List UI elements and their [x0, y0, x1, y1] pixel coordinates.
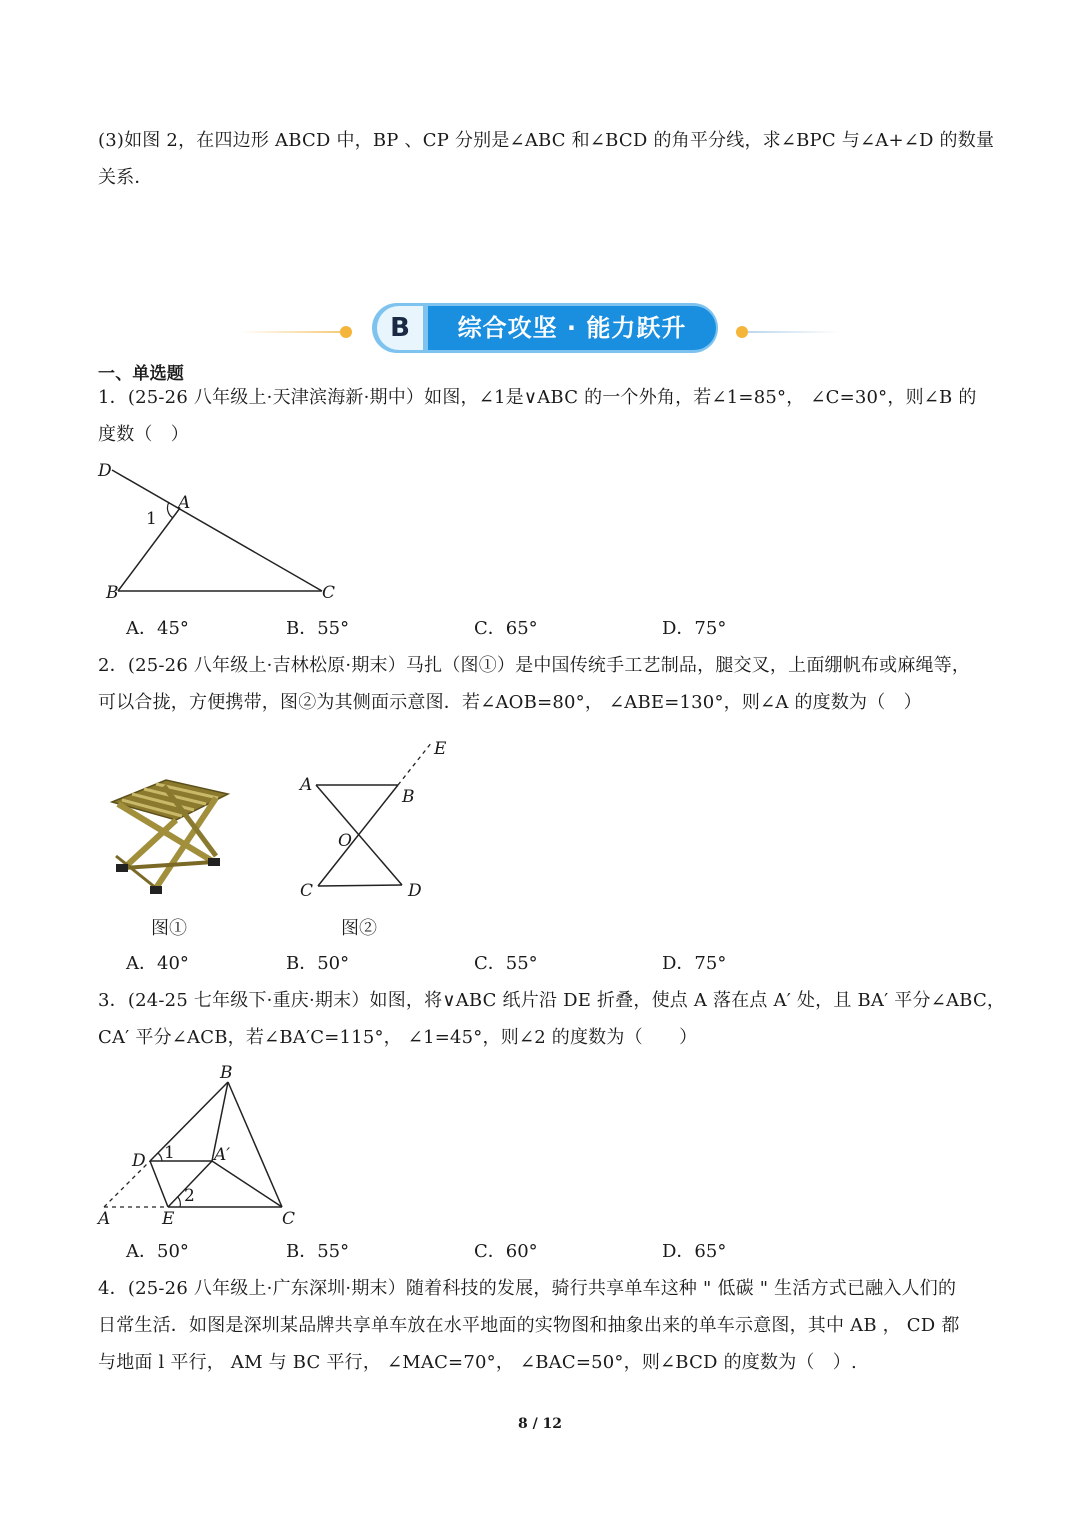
q2-label-B: B: [402, 787, 415, 807]
banner-right-dot: [736, 326, 748, 338]
folding-stool-image: [104, 764, 234, 900]
q1-option-a: A．45°: [126, 618, 189, 639]
q3-option-d: D．65°: [662, 1241, 727, 1262]
q1-option-c: C．65°: [474, 618, 538, 639]
q3-label-E: E: [162, 1209, 175, 1229]
q2-line1: 2．(25-26 八年级上·吉林松原·期末）马扎（图①）是中国传统手工艺制品，腿交叉，上面绷帆布或麻绳等，: [98, 655, 971, 676]
q2-label-A: A: [300, 775, 313, 795]
q1-option-b: B．55°: [286, 618, 350, 639]
q2-option-d: D．75°: [662, 953, 727, 974]
q1-line2: 度数（ ）: [98, 424, 189, 445]
q2-line2: 可以合拢，方便携带，图②为其侧面示意图．若∠AOB=80°， ∠ABE=130°，则∠A 的度数为（ ）: [98, 692, 922, 713]
q1-label-B: B: [106, 583, 119, 603]
q2-label-C: C: [300, 881, 314, 901]
q4-line1: 4．(25-26 八年级上·广东深圳·期末）随着科技的发展，骑行共享单车这种 " 低碳 " 生活方式已融入人们的: [98, 1278, 957, 1299]
q1-label-1: 1: [146, 509, 157, 529]
q2-label-D: D: [408, 881, 422, 901]
q2-label-E: E: [434, 739, 447, 759]
q2-option-a: A．40°: [126, 953, 189, 974]
q3-label-A: A: [98, 1209, 111, 1229]
q1-figure: [96, 456, 356, 606]
q2-option-c: C．55°: [474, 953, 538, 974]
q1-label-C: C: [322, 583, 336, 603]
q3-line1: 3．(24-25 七年级下·重庆·期末）如图，将∨ABC 纸片沿 DE 折叠，使点 A 落在点 A′ 处，且 BA′ 平分∠ABC，: [98, 990, 1006, 1011]
q1-option-d: D．75°: [662, 618, 727, 639]
q1-label-D: D: [98, 461, 112, 481]
q3-option-a: A．50°: [126, 1241, 189, 1262]
q4-line2: 日常生活．如图是深圳某品牌共享单车放在水平地面的实物图和抽象出来的单车示意图，其中 AB ， CD 都: [98, 1315, 960, 1336]
q3-label-Aprime: A′: [214, 1145, 231, 1165]
banner-title: 综合攻坚 · 能力跃升: [457, 314, 687, 342]
q2-label-O: O: [338, 831, 352, 851]
q3-label-2: 2: [184, 1186, 195, 1206]
q3-option-b: B．55°: [286, 1241, 350, 1262]
q2-figure: [294, 734, 464, 906]
q2-caption-fig1: 图①: [151, 918, 187, 939]
q3-label-1: 1: [164, 1143, 175, 1163]
page-number: 8 / 12: [517, 1416, 563, 1432]
q3-line2: CA′ 平分∠ACB，若∠BA′C=115°， ∠1=45°，则∠2 的度数为（ ）: [98, 1027, 698, 1048]
q3-figure: [94, 1060, 314, 1236]
q2-caption-fig2: 图②: [341, 918, 377, 939]
q2-option-b: B．50°: [286, 953, 350, 974]
q3-label-B: B: [220, 1063, 233, 1083]
q4-line3: 与地面 l 平行， AM 与 BC 平行， ∠MAC=70°， ∠BAC=50°，则∠BCD 的度数为（ ）.: [98, 1352, 857, 1373]
q-prev-line2: 关系．: [98, 167, 153, 188]
q3-label-D: D: [132, 1151, 146, 1171]
banner-right-rule: [748, 331, 840, 333]
q3-option-c: C．60°: [474, 1241, 538, 1262]
q1-line1: 1．(25-26 八年级上·天津滨海新·期中）如图，∠1是∨ABC 的一个外角，若∠1=85°， ∠C=30°，则∠B 的: [98, 387, 977, 408]
section-banner: [240, 296, 840, 362]
section-title: 一、单选题: [98, 364, 184, 384]
q-prev-line1: (3)如图 2，在四边形 ABCD 中，BP 、CP 分别是∠ABC 和∠BCD 的角平分线，求∠BPC 与∠A+∠D 的数量: [98, 130, 995, 151]
q1-label-A: A: [178, 493, 191, 513]
banner-left-dot: [340, 326, 352, 338]
banner-left-rule: [240, 331, 340, 333]
banner-letter: B: [377, 306, 423, 350]
q3-label-C: C: [282, 1209, 296, 1229]
